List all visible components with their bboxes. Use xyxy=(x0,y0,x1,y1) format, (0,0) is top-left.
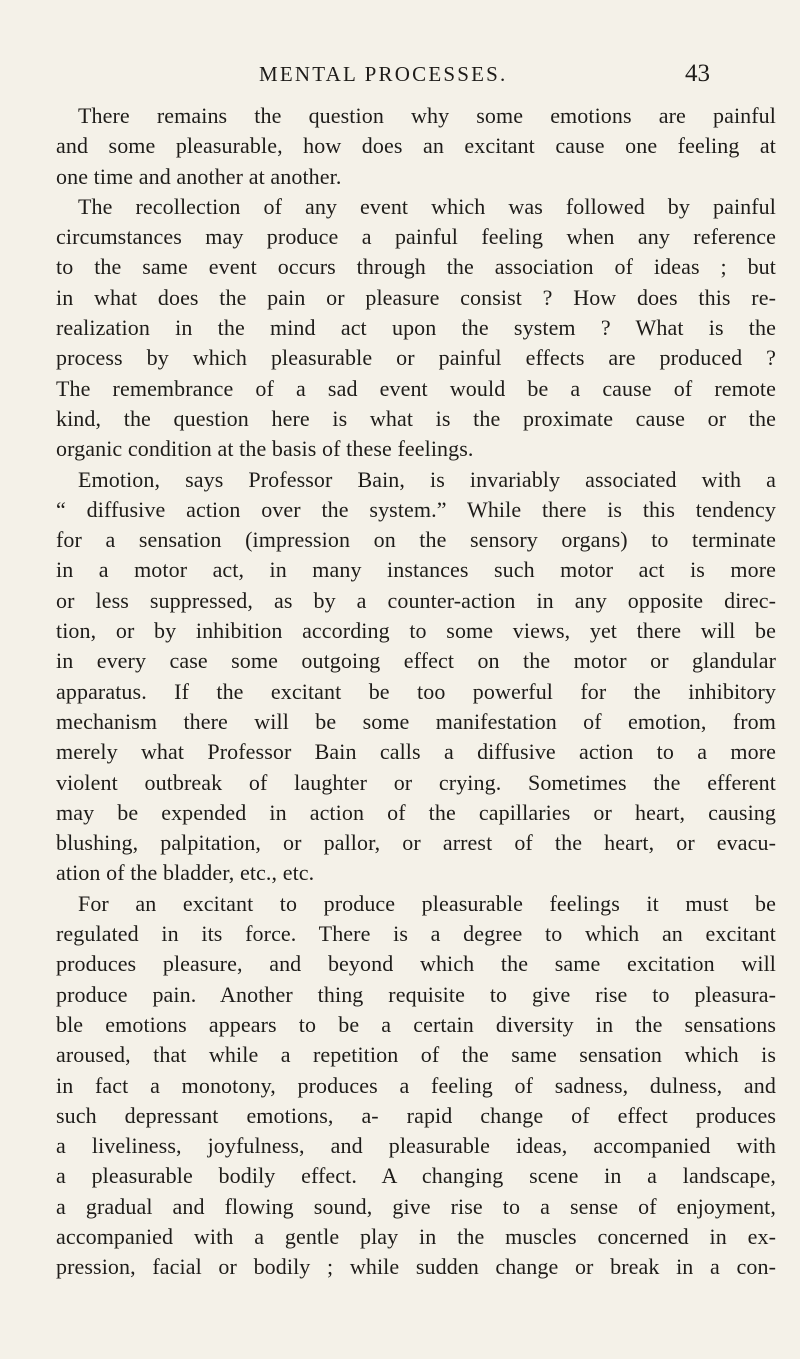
text-line: may be expended in action of the capillaries or heart, causing xyxy=(56,799,776,825)
text-line: Emotion, says Professor Bain, is invariably associated with a xyxy=(78,466,776,492)
text-line: in every case some outgoing effect on the motor or glandular xyxy=(56,648,776,674)
page-number: 43 xyxy=(685,60,710,87)
text-line: regulated in its force. There is a degree to which an excitant xyxy=(56,921,776,947)
text-line: kind, the question here is what is the proximate cause or the xyxy=(56,405,776,431)
text-line: realization in the mind act upon the system ? What is the xyxy=(56,315,776,341)
text-line: organic condition at the basis of these feelings. xyxy=(56,436,474,462)
text-line: tion, or by inhibition according to some views, yet there will be xyxy=(56,618,776,644)
text-line: accompanied with a gentle play in the muscles concerned in ex- xyxy=(56,1223,776,1249)
text-line: and some pleasurable, how does an excitant cause one feeling at xyxy=(56,133,776,159)
running-head xyxy=(0,58,800,90)
text-line: in a motor act, in many instances such motor act is more xyxy=(56,557,776,583)
text-line: one time and another at another. xyxy=(56,163,342,189)
text-line: a gradual and flowing sound, give rise to a sense of enjoyment, xyxy=(56,1193,776,1219)
text-line: to the same event occurs through the association of ideas ; but xyxy=(56,254,776,280)
text-line: “ diffusive action over the system.” While there is this tendency xyxy=(56,496,776,522)
body-text xyxy=(56,101,776,1283)
text-line: There remains the question why some emotions are painful xyxy=(78,103,776,128)
running-title: MENTAL PROCESSES. xyxy=(259,62,508,86)
text-line: merely what Professor Bain calls a diffusive action to a more xyxy=(56,739,776,765)
text-line: violent outbreak of laughter or crying. Sometimes the efferent xyxy=(56,769,776,795)
text-line: in fact a monotony, produces a feeling of sadness, dulness, and xyxy=(56,1072,776,1098)
text-line: produces pleasure, and beyond which the same excitation will xyxy=(56,951,776,977)
text-line: a pleasurable bodily effect. A changing scene in a landscape, xyxy=(56,1163,776,1189)
text-line: circumstances may produce a painful feeling when any reference xyxy=(56,224,776,250)
text-line: blushing, palpitation, or pallor, or arrest of the heart, or evacu- xyxy=(56,830,776,856)
text-line: ation of the bladder, etc., etc. xyxy=(56,860,315,886)
text-line: apparatus. If the excitant be too powerful for the inhibitory xyxy=(56,678,776,704)
text-line: aroused, that while a repetition of the same sensation which is xyxy=(56,1042,776,1068)
text-line: for a sensation (impression on the sensory organs) to terminate xyxy=(56,527,776,553)
text-line: mechanism there will be some manifestation of emotion, from xyxy=(56,708,776,734)
text-line: such depressant emotions, a- rapid change of effect produces xyxy=(56,1102,776,1128)
text-line: process by which pleasurable or painful effects are produced ? xyxy=(56,345,776,371)
text-line: ble emotions appears to be a certain diversity in the sensations xyxy=(56,1011,776,1037)
text-line: pression, facial or bodily ; while sudden change or break in a con- xyxy=(56,1254,776,1280)
text-line: in what does the pain or pleasure consist ? How does this re- xyxy=(56,284,776,310)
text-line: produce pain. Another thing requisite to give rise to pleasura- xyxy=(56,981,776,1007)
text-line: a liveliness, joyfulness, and pleasurable ideas, accompanied with xyxy=(56,1133,776,1159)
text-line: or less suppressed, as by a counter-action in any opposite direc- xyxy=(56,587,776,613)
text-line: The recollection of any event which was followed by painful xyxy=(78,193,776,219)
text-line: The remembrance of a sad event would be a cause of remote xyxy=(56,375,776,401)
text-line: For an excitant to produce pleasurable feelings it must be xyxy=(78,890,776,916)
